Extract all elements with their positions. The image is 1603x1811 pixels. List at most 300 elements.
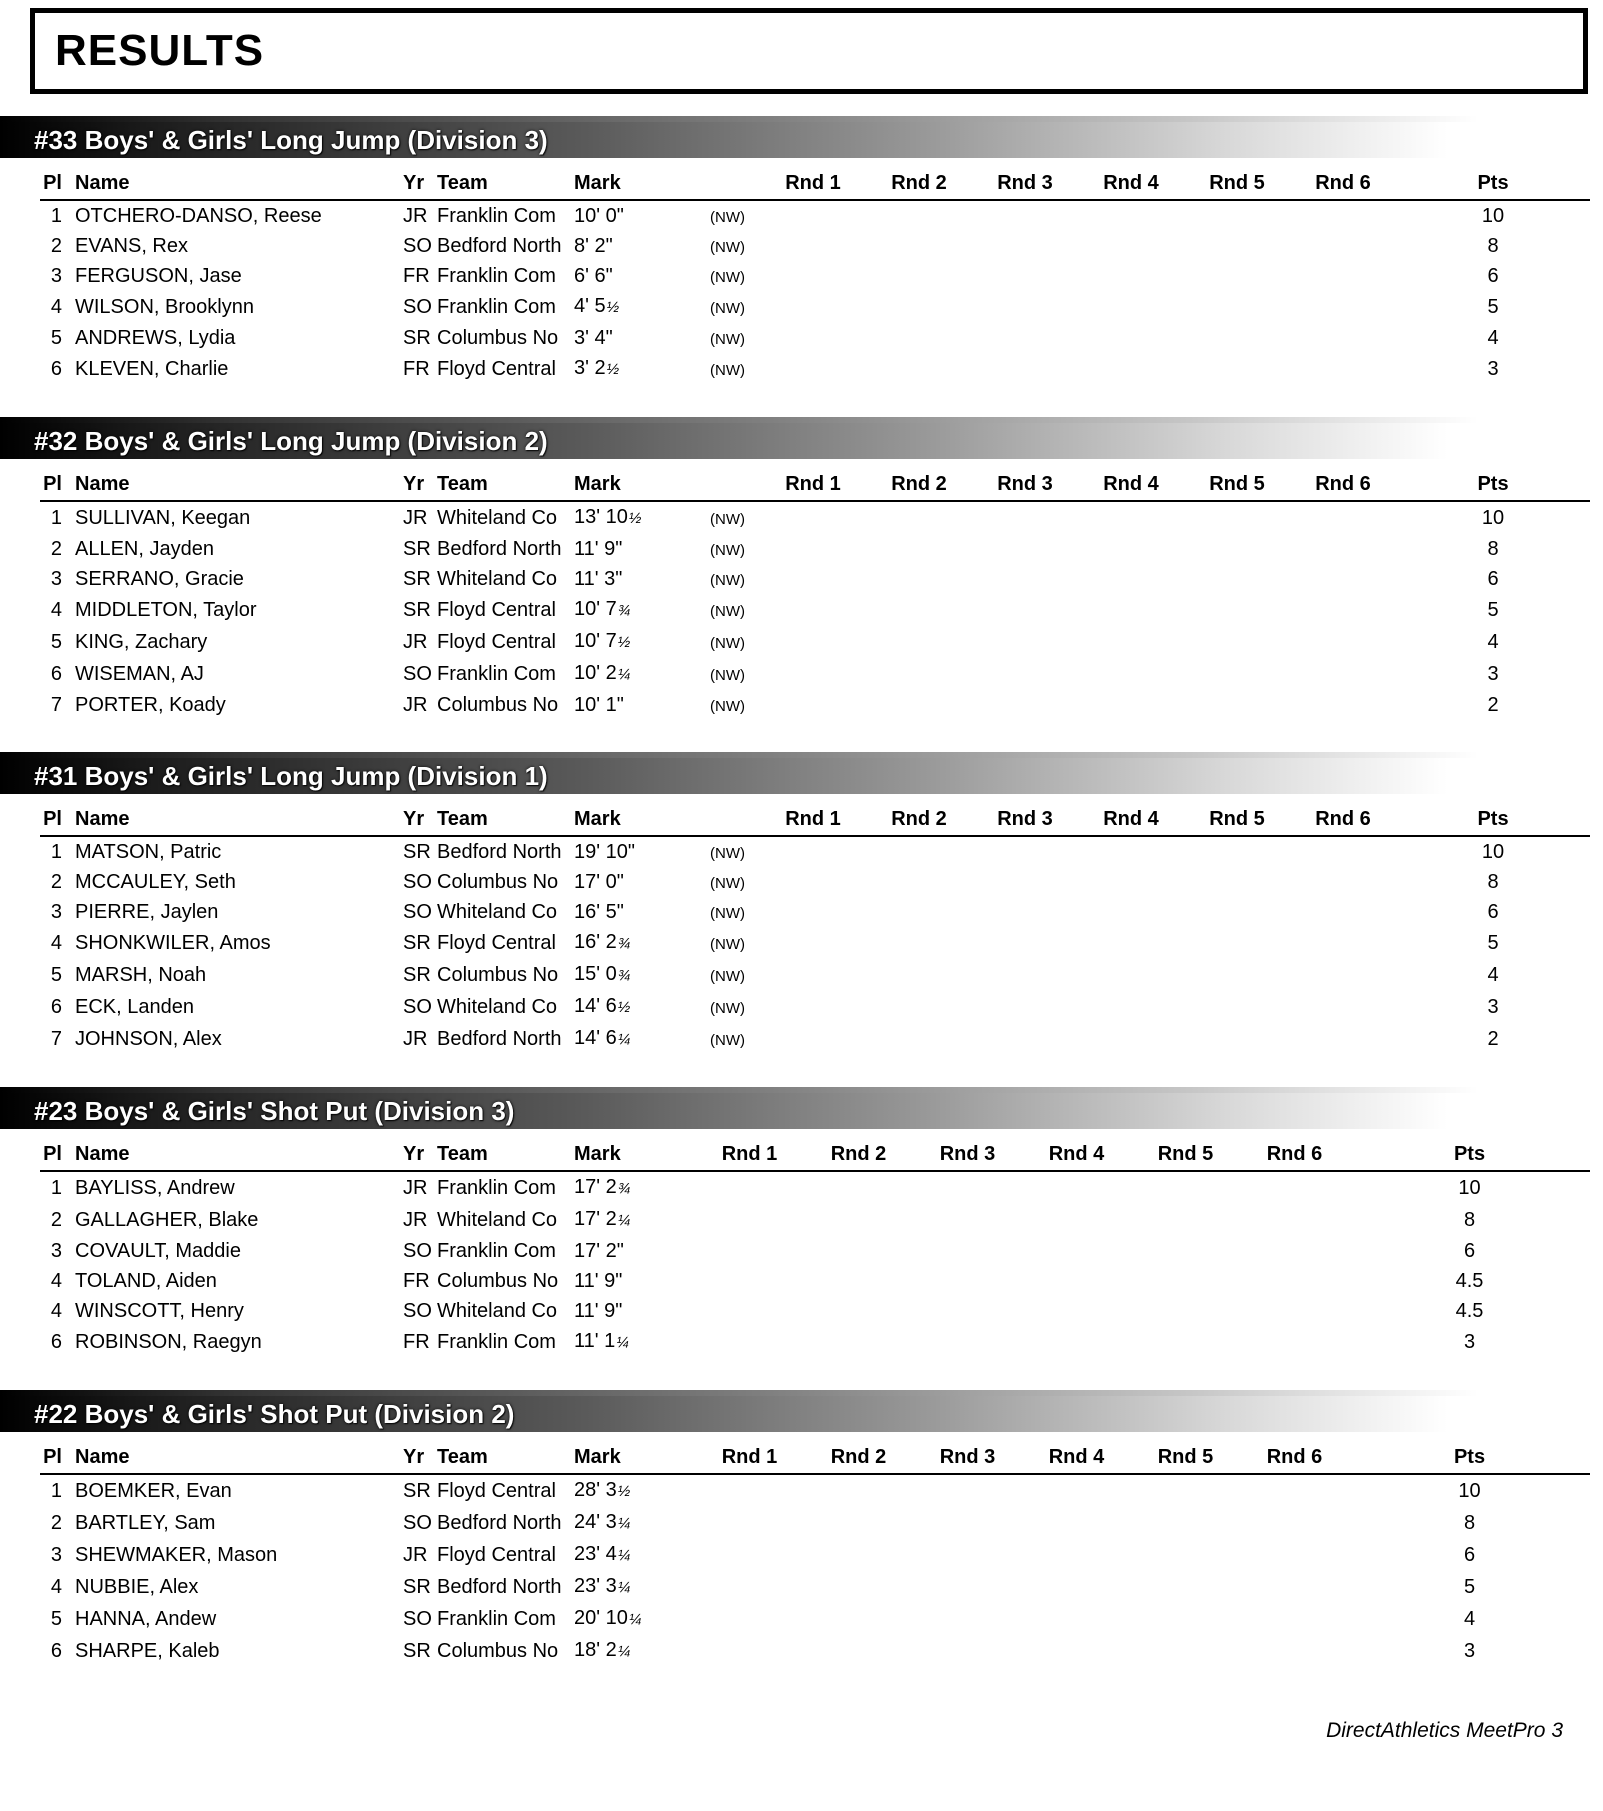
result-row [40,261,1590,291]
column-header-round-4: Rnd 4 [1078,471,1184,501]
cell-mark: 19' 10" [574,841,635,863]
table-header-row [40,471,1590,501]
mark-fraction: ¼ [617,1031,631,1048]
cell-round-1 [695,1507,804,1539]
cell-round-4 [1022,1296,1131,1326]
cell-year: SO [403,235,432,257]
result-row [40,200,1590,231]
cell-place: 7 [50,694,62,716]
cell-points: 5 [1463,1576,1476,1598]
cell-round-6 [1240,1603,1349,1635]
column-header-round-1: Rnd 1 [760,806,866,836]
result-row [40,867,1590,897]
cell-year: SO [403,871,432,893]
cell-round-1 [695,1204,804,1236]
cell-points: 6 [1487,568,1499,590]
column-header-round-1: Rnd 1 [760,170,866,200]
cell-name: MCCAULEY, Seth [75,871,236,893]
column-header-points: Pts [1349,1141,1590,1171]
cell-round-5 [1184,291,1290,323]
cell-year: SR [403,568,431,590]
column-header-round-2: Rnd 2 [804,1444,913,1474]
column-header-round-5: Rnd 5 [1184,471,1290,501]
cell-round-5 [1184,626,1290,658]
cell-mark: 15' 0¾ [574,963,631,985]
result-row [40,626,1590,658]
cell-round-6 [1290,690,1396,720]
event-header-bar [0,423,1540,459]
cell-round-5 [1131,1236,1240,1266]
cell-mark: 17' 2" [574,1240,624,1262]
cell-round-4 [1078,291,1184,323]
mark-fraction: ½ [606,361,620,378]
cell-year: SR [403,599,431,621]
cell-year: SO [403,1608,432,1630]
cell-round-3 [972,927,1078,959]
cell-round-4 [1078,897,1184,927]
cell-round-3 [972,291,1078,323]
cell-name: ANDREWS, Lydia [75,327,236,349]
cell-round-5 [1131,1539,1240,1571]
cell-mark: 16' 5" [574,901,624,923]
cell-place: 1 [50,507,62,529]
cell-round-6 [1290,867,1396,897]
cell-name: WILSON, Brooklynn [75,296,254,318]
result-row [40,959,1590,991]
cell-round-4 [1022,1236,1131,1266]
cell-round-4 [1078,836,1184,867]
column-header-place: Pl [40,471,62,501]
cell-name: EVANS, Rex [75,235,188,257]
cell-year: JR [403,1028,428,1050]
cell-round-4 [1078,1023,1184,1055]
cell-wind: (NW) [710,269,745,286]
cell-round-1 [695,1171,804,1204]
cell-points: 8 [1487,538,1499,560]
cell-round-6 [1290,534,1396,564]
results-title-box [30,8,1588,94]
cell-year: SO [403,1512,432,1534]
cell-points: 6 [1463,1544,1476,1566]
result-row [40,231,1590,261]
cell-round-4 [1078,261,1184,291]
column-header-mark: Mark [570,471,695,501]
cell-place: 3 [50,265,62,287]
cell-round-2 [866,261,972,291]
cell-round-6 [1290,231,1396,261]
cell-round-2 [866,959,972,991]
cell-name: JOHNSON, Alex [75,1028,222,1050]
cell-place: 7 [50,1028,62,1050]
cell-place: 6 [50,358,62,380]
cell-wind: (NW) [710,603,745,620]
mark-fraction: ¾ [617,935,631,952]
cell-round-3 [913,1326,1022,1358]
cell-year: JR [403,507,428,529]
cell-round-6 [1240,1204,1349,1236]
cell-round-2 [866,1023,972,1055]
cell-team: Bedford North [437,1576,562,1598]
cell-year: FR [403,265,430,287]
column-header-place: Pl [40,170,62,200]
cell-round-5 [1131,1603,1240,1635]
cell-round-1 [760,323,866,353]
column-header-name: Name [62,170,396,200]
cell-points: 8 [1487,235,1499,257]
cell-round-3 [972,261,1078,291]
cell-name: MATSON, Patric [75,841,222,863]
cell-round-3 [913,1539,1022,1571]
column-header-round-6: Rnd 6 [1290,170,1396,200]
cell-team: Bedford North [437,235,562,257]
column-header-points: Pts [1396,170,1590,200]
result-row [40,1171,1590,1204]
event-header-bar [0,758,1540,794]
mark-fraction: ½ [617,634,631,651]
column-header-round-2: Rnd 2 [866,806,972,836]
cell-mark: 10' 7¾ [574,598,631,620]
cell-points: 2 [1487,1028,1499,1050]
cell-round-4 [1078,959,1184,991]
column-header-mark: Mark [570,1444,695,1474]
cell-round-2 [866,658,972,690]
cell-place: 2 [50,235,62,257]
cell-round-1 [760,927,866,959]
result-row [40,1474,1590,1507]
cell-wind: (NW) [710,542,745,559]
cell-name: SERRANO, Gracie [75,568,244,590]
cell-team: Bedford North [437,538,562,560]
result-row [40,1539,1590,1571]
cell-round-6 [1290,323,1396,353]
mark-fraction: ½ [606,299,620,316]
cell-points: 4.5 [1455,1270,1484,1292]
cell-round-1 [695,1296,804,1326]
cell-round-5 [1184,261,1290,291]
column-header-wind [695,806,760,836]
cell-round-5 [1184,231,1290,261]
mark-fraction: ¾ [617,967,631,984]
cell-round-5 [1184,658,1290,690]
cell-team: Franklin Com [437,663,556,685]
event-section [0,1093,1603,1358]
cell-points: 6 [1487,265,1499,287]
cell-team: Bedford North [437,1512,562,1534]
cell-round-3 [972,534,1078,564]
results-table [40,806,1590,1055]
cell-round-3 [972,991,1078,1023]
results-table [40,471,1590,720]
cell-name: WISEMAN, AJ [75,663,204,685]
cell-points: 10 [1481,507,1505,529]
cell-points: 5 [1487,599,1499,621]
cell-name: BAYLISS, Andrew [75,1177,235,1199]
cell-year: SR [403,1480,431,1502]
results-table [40,1141,1590,1358]
column-header-round-4: Rnd 4 [1022,1444,1131,1474]
cell-round-5 [1184,867,1290,897]
cell-round-3 [972,501,1078,534]
cell-round-5 [1184,959,1290,991]
cell-place: 6 [50,996,62,1018]
cell-round-4 [1022,1171,1131,1204]
cell-place: 5 [50,1608,62,1630]
cell-round-1 [695,1236,804,1266]
cell-team: Bedford North [437,1028,562,1050]
cell-round-4 [1022,1507,1131,1539]
cell-round-4 [1078,690,1184,720]
cell-mark: 11' 9" [574,1300,623,1322]
cell-name: SHONKWILER, Amos [75,932,271,954]
cell-round-6 [1290,897,1396,927]
cell-round-2 [804,1507,913,1539]
cell-round-3 [972,353,1078,385]
cell-round-5 [1184,991,1290,1023]
cell-place: 1 [50,1177,62,1199]
column-header-year: Yr [396,471,432,501]
result-row [40,1023,1590,1055]
cell-year: SO [403,1240,432,1262]
mark-fraction: ¼ [616,1334,629,1351]
cell-round-5 [1184,1023,1290,1055]
cell-mark: 23' 4¼ [574,1543,631,1565]
cell-round-2 [866,927,972,959]
cell-points: 8 [1463,1512,1476,1534]
cell-round-4 [1078,501,1184,534]
cell-place: 6 [50,663,62,685]
cell-place: 2 [50,1209,62,1231]
cell-round-3 [913,1266,1022,1296]
cell-name: SHARPE, Kaleb [75,1640,220,1662]
cell-round-4 [1078,867,1184,897]
cell-name: BARTLEY, Sam [75,1512,216,1534]
cell-round-3 [913,1603,1022,1635]
cell-team: Floyd Central [437,599,556,621]
cell-round-5 [1184,690,1290,720]
mark-fraction: ½ [628,510,642,527]
cell-year: FR [403,1270,430,1292]
cell-round-1 [695,1635,804,1667]
event-header-bar [0,1093,1540,1129]
cell-round-4 [1078,626,1184,658]
cell-round-3 [972,231,1078,261]
result-row [40,927,1590,959]
cell-round-6 [1290,501,1396,534]
cell-round-4 [1078,353,1184,385]
cell-team: Whiteland Co [437,996,558,1018]
cell-points: 4 [1487,964,1499,986]
cell-round-3 [913,1507,1022,1539]
cell-mark: 11' 9" [574,538,623,560]
cell-round-6 [1240,1635,1349,1667]
cell-round-4 [1078,534,1184,564]
cell-team: Whiteland Co [437,1209,558,1231]
column-header-round-1: Rnd 1 [760,471,866,501]
cell-round-6 [1240,1296,1349,1326]
cell-round-5 [1131,1204,1240,1236]
cell-points: 2 [1487,694,1499,716]
cell-points: 4 [1487,327,1499,349]
cell-mark: 16' 2¾ [574,931,631,953]
mark-fraction: ¼ [617,666,631,683]
cell-round-6 [1240,1266,1349,1296]
cell-points: 3 [1487,663,1499,685]
cell-round-5 [1184,323,1290,353]
cell-round-6 [1290,564,1396,594]
cell-round-6 [1290,991,1396,1023]
event-title: #31 Boys' & Girls' Long Jump (Division 1) [34,760,548,791]
cell-round-2 [866,867,972,897]
cell-round-4 [1022,1474,1131,1507]
cell-round-3 [972,1023,1078,1055]
cell-team: Franklin Com [437,296,556,318]
cell-name: ECK, Landen [75,996,194,1018]
cell-year: SR [403,1576,431,1598]
cell-round-6 [1240,1326,1349,1358]
result-row [40,353,1590,385]
result-row [40,690,1590,720]
cell-round-5 [1184,353,1290,385]
cell-round-1 [760,534,866,564]
cell-points: 3 [1463,1640,1476,1662]
cell-round-4 [1078,231,1184,261]
cell-round-1 [760,200,866,231]
cell-mark: 10' 0" [574,205,624,227]
column-header-round-2: Rnd 2 [866,170,972,200]
cell-points: 5 [1487,932,1499,954]
cell-round-4 [1022,1204,1131,1236]
column-header-name: Name [62,1141,396,1171]
cell-points: 8 [1463,1209,1476,1231]
mark-fraction: ¾ [617,602,631,619]
page-title: RESULTS [55,26,265,75]
cell-team: Columbus No [437,964,559,986]
cell-mark: 17' 2¾ [574,1176,631,1198]
cell-wind: (NW) [710,1000,745,1017]
cell-round-6 [1290,836,1396,867]
cell-round-5 [1184,501,1290,534]
cell-round-3 [913,1474,1022,1507]
cell-year: SO [403,1300,432,1322]
event-title: #32 Boys' & Girls' Long Jump (Division 2) [34,425,548,456]
cell-round-3 [972,323,1078,353]
cell-round-1 [760,564,866,594]
result-row [40,1296,1590,1326]
cell-round-3 [913,1204,1022,1236]
cell-place: 2 [50,1512,62,1534]
cell-year: SO [403,296,432,318]
cell-year: SR [403,932,431,954]
cell-team: Franklin Com [437,1608,556,1630]
cell-round-1 [695,1266,804,1296]
results-table [40,1444,1590,1667]
cell-place: 3 [50,1240,62,1262]
cell-wind: (NW) [710,1032,745,1049]
cell-round-2 [866,231,972,261]
cell-round-6 [1290,200,1396,231]
column-header-name: Name [62,471,396,501]
cell-round-6 [1290,927,1396,959]
cell-round-4 [1078,200,1184,231]
cell-round-1 [760,658,866,690]
column-header-round-3: Rnd 3 [972,170,1078,200]
event-header-bar [0,122,1540,158]
cell-round-5 [1131,1635,1240,1667]
column-header-round-2: Rnd 2 [804,1141,913,1171]
cell-team: Whiteland Co [437,568,558,590]
cell-round-1 [760,231,866,261]
cell-round-6 [1240,1507,1349,1539]
cell-round-1 [760,991,866,1023]
column-header-round-3: Rnd 3 [972,806,1078,836]
event-title: #23 Boys' & Girls' Shot Put (Division 3) [34,1095,515,1126]
column-header-round-6: Rnd 6 [1290,806,1396,836]
cell-round-1 [760,836,866,867]
cell-wind: (NW) [710,698,745,715]
cell-round-2 [804,1204,913,1236]
cell-place: 4 [50,599,62,621]
mark-fraction: ¼ [617,1515,631,1532]
column-header-wind [695,170,760,200]
cell-round-4 [1022,1539,1131,1571]
cell-place: 4 [50,1300,62,1322]
cell-round-4 [1078,594,1184,626]
cell-round-3 [972,200,1078,231]
cell-team: Columbus No [437,327,559,349]
cell-round-5 [1184,897,1290,927]
cell-team: Franklin Com [437,205,556,227]
cell-round-4 [1078,564,1184,594]
cell-name: WINSCOTT, Henry [75,1300,244,1322]
cell-round-3 [913,1171,1022,1204]
cell-place: 4 [50,932,62,954]
cell-place: 1 [50,841,62,863]
cell-round-2 [866,626,972,658]
cell-year: JR [403,694,428,716]
event-title: #22 Boys' & Girls' Shot Put (Division 2) [34,1398,515,1429]
cell-wind: (NW) [710,635,745,652]
cell-points: 6 [1487,901,1499,923]
cell-team: Franklin Com [437,1177,556,1199]
cell-wind: (NW) [710,875,745,892]
cell-round-3 [913,1635,1022,1667]
column-header-round-6: Rnd 6 [1240,1444,1349,1474]
mark-fraction: ¼ [617,1579,631,1596]
cell-name: SHEWMAKER, Mason [75,1544,278,1566]
column-header-round-4: Rnd 4 [1078,806,1184,836]
result-row [40,1326,1590,1358]
cell-mark: 11' 9" [574,1270,623,1292]
cell-round-6 [1290,291,1396,323]
cell-round-6 [1290,261,1396,291]
mark-fraction: ½ [617,999,631,1016]
cell-round-2 [866,200,972,231]
cell-year: JR [403,631,428,653]
cell-mark: 14' 6½ [574,995,631,1017]
cell-round-6 [1240,1236,1349,1266]
cell-round-2 [866,323,972,353]
column-header-round-6: Rnd 6 [1290,471,1396,501]
event-section [0,758,1603,1055]
cell-name: FERGUSON, Jase [75,265,242,287]
column-header-team: Team [432,471,570,501]
cell-round-3 [972,836,1078,867]
cell-team: Franklin Com [437,265,556,287]
cell-round-4 [1022,1603,1131,1635]
cell-year: SR [403,1640,431,1662]
cell-round-4 [1078,323,1184,353]
cell-mark: 24' 3¼ [574,1511,631,1533]
